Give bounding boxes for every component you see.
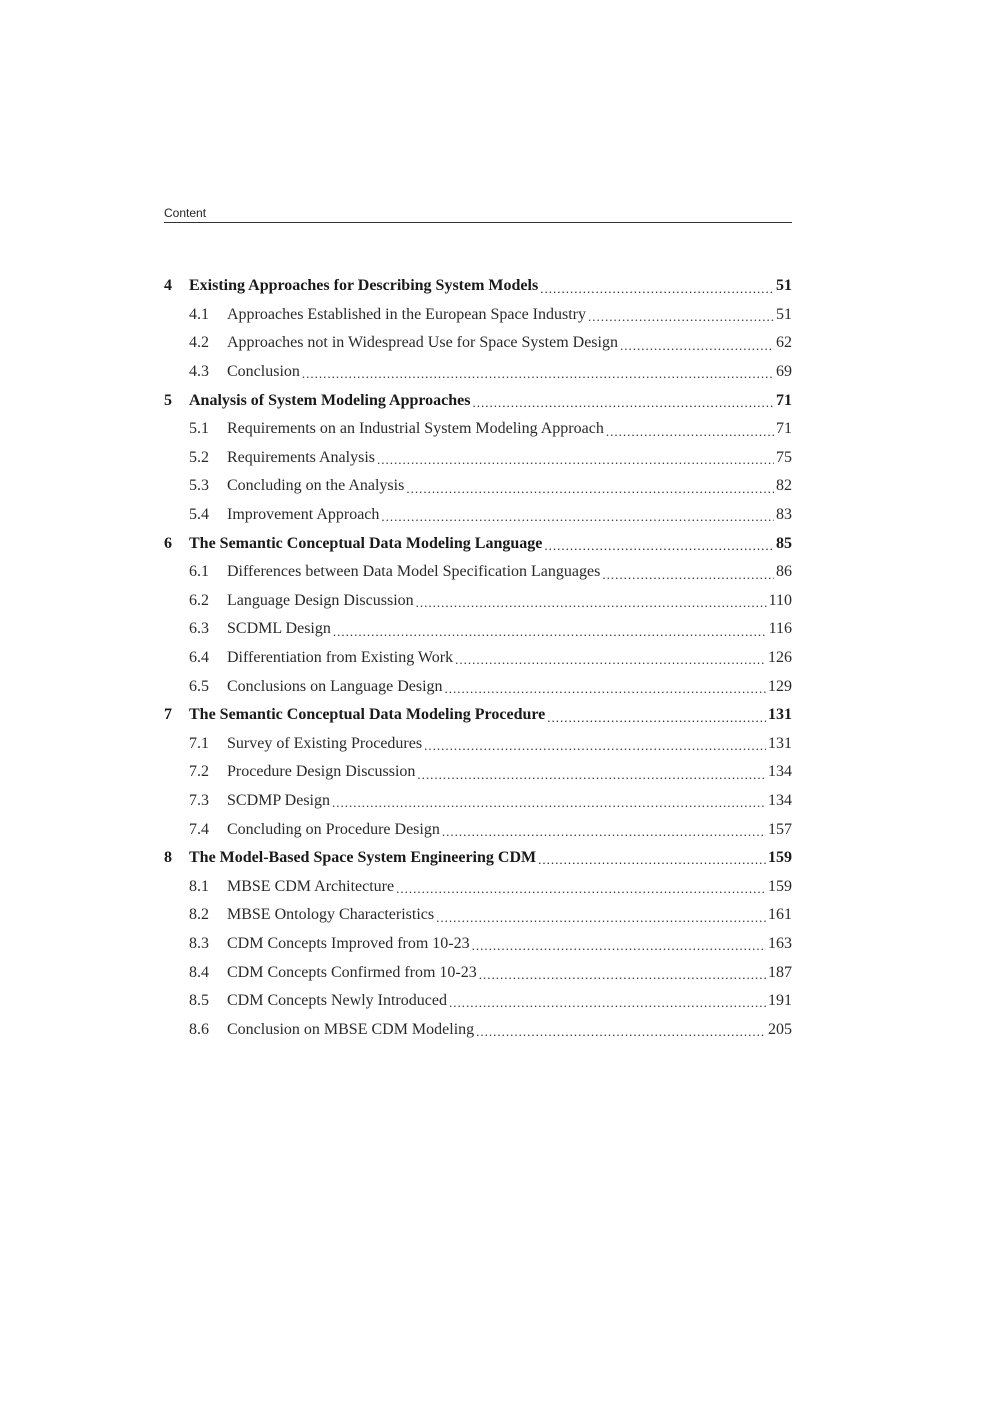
toc-entry-number: 5.3 bbox=[189, 477, 209, 495]
dot-leader bbox=[606, 425, 774, 444]
toc-chapter-entry[interactable] bbox=[164, 529, 792, 558]
dot-leader bbox=[449, 996, 766, 1015]
toc-section-entry[interactable] bbox=[164, 329, 792, 358]
dot-leader bbox=[377, 453, 774, 472]
toc-entry-number: 8.3 bbox=[189, 934, 209, 952]
toc-entry-title: Conclusion on MBSE CDM Modeling bbox=[227, 1020, 475, 1038]
toc-entry-number: 4.2 bbox=[189, 334, 209, 352]
toc-entry-number: 8.4 bbox=[189, 963, 209, 981]
toc-entry-title: Approaches Established in the European Space Industry bbox=[227, 305, 587, 323]
toc-entry-page: 187 bbox=[768, 963, 792, 981]
dot-leader bbox=[472, 939, 766, 958]
toc-entry-number: 6.5 bbox=[189, 677, 209, 695]
toc-entry-number: 4.3 bbox=[189, 363, 209, 381]
dot-leader bbox=[406, 482, 774, 501]
toc-entry-page: 129 bbox=[768, 677, 792, 695]
toc-entry-number: 5 bbox=[164, 391, 172, 409]
toc-section-entry[interactable] bbox=[164, 815, 792, 844]
toc-entry-title: Approaches not in Widespread Use for Space System Design bbox=[227, 334, 618, 352]
toc-entry-page: 157 bbox=[768, 820, 792, 838]
dot-leader bbox=[442, 825, 766, 844]
toc-entry-page: 134 bbox=[768, 763, 792, 781]
toc-entry-page: 131 bbox=[768, 706, 792, 724]
toc-section-entry[interactable] bbox=[164, 730, 792, 759]
toc-section-entry[interactable] bbox=[164, 958, 792, 987]
toc-entry-number: 6 bbox=[164, 534, 172, 552]
toc-section-entry[interactable] bbox=[164, 587, 792, 616]
toc-entry-title: Procedure Design Discussion bbox=[227, 763, 416, 781]
toc-section-entry[interactable] bbox=[164, 444, 792, 473]
toc-entry-number: 5.2 bbox=[189, 448, 209, 466]
toc-entry-title: Concluding on Procedure Design bbox=[227, 820, 440, 838]
toc-entry-title: Conclusion bbox=[227, 363, 300, 381]
toc-entry-page: 159 bbox=[768, 877, 792, 895]
toc-entry-page: 205 bbox=[768, 1020, 792, 1038]
toc-entry-page: 71 bbox=[776, 420, 792, 438]
toc-entry-number: 6.2 bbox=[189, 591, 209, 609]
toc-entry-title: Differentiation from Existing Work bbox=[227, 649, 454, 667]
toc-entry-page: 82 bbox=[776, 477, 792, 495]
dot-leader bbox=[620, 339, 774, 358]
toc-entry-title: Differences between Data Model Specification Languages bbox=[227, 563, 601, 581]
dot-leader bbox=[473, 396, 774, 415]
toc-entry-number: 6.1 bbox=[189, 563, 209, 581]
toc-entry-number: 6.3 bbox=[189, 620, 209, 638]
dot-leader bbox=[538, 853, 766, 872]
toc-section-entry[interactable] bbox=[164, 930, 792, 959]
toc-section-entry[interactable] bbox=[164, 987, 792, 1016]
toc-entry-number: 4.1 bbox=[189, 305, 209, 323]
toc-entry-title: Analysis of System Modeling Approaches bbox=[189, 391, 471, 409]
toc-entry-title: SCDML Design bbox=[227, 620, 331, 638]
toc-section-entry[interactable] bbox=[164, 787, 792, 816]
toc-entry-title: The Semantic Conceptual Data Modeling Language bbox=[189, 534, 543, 552]
toc-section-entry[interactable] bbox=[164, 758, 792, 787]
table-of-contents bbox=[164, 272, 792, 1044]
toc-entry-page: 161 bbox=[768, 906, 792, 924]
toc-chapter-entry[interactable] bbox=[164, 272, 792, 301]
toc-entry-number: 8.1 bbox=[189, 877, 209, 895]
dot-leader bbox=[424, 739, 766, 758]
toc-entry-page: 159 bbox=[768, 849, 792, 867]
toc-entry-page: 86 bbox=[776, 563, 792, 581]
dot-leader bbox=[588, 310, 774, 329]
dot-leader bbox=[479, 968, 766, 987]
toc-section-entry[interactable] bbox=[164, 901, 792, 930]
toc-entry-number: 8.6 bbox=[189, 1020, 209, 1038]
toc-entry-title: The Model-Based Space System Engineering CDM bbox=[189, 849, 537, 867]
dot-leader bbox=[381, 510, 774, 529]
dot-leader bbox=[602, 568, 774, 587]
toc-entry-number: 7.3 bbox=[189, 791, 209, 809]
header-rule bbox=[164, 222, 792, 223]
toc-entry-title: MBSE CDM Architecture bbox=[227, 877, 395, 895]
toc-entry-number: 7.4 bbox=[189, 820, 209, 838]
dot-leader bbox=[417, 768, 766, 787]
dot-leader bbox=[416, 596, 767, 615]
toc-entry-page: 110 bbox=[768, 591, 792, 609]
dot-leader bbox=[436, 911, 766, 930]
toc-entry-page: 191 bbox=[768, 992, 792, 1010]
toc-entry-page: 163 bbox=[768, 934, 792, 952]
dot-leader bbox=[540, 282, 774, 301]
toc-section-entry[interactable] bbox=[164, 1015, 792, 1044]
dot-leader bbox=[476, 1025, 766, 1044]
dot-leader bbox=[455, 653, 766, 672]
toc-entry-title: Language Design Discussion bbox=[227, 591, 414, 609]
toc-entry-title: Requirements Analysis bbox=[227, 448, 375, 466]
dot-leader bbox=[445, 682, 766, 701]
toc-entry-number: 8 bbox=[164, 849, 172, 867]
toc-entry-page: 51 bbox=[776, 305, 792, 323]
toc-entry-number: 5.4 bbox=[189, 506, 209, 524]
toc-section-entry[interactable] bbox=[164, 558, 792, 587]
toc-entry-title: CDM Concepts Improved from 10-23 bbox=[227, 934, 470, 952]
toc-entry-title: Requirements on an Industrial System Modeling Approach bbox=[227, 420, 604, 438]
dot-leader bbox=[547, 711, 766, 730]
toc-entry-title: Improvement Approach bbox=[227, 506, 380, 524]
toc-entry-number: 4 bbox=[164, 277, 172, 295]
toc-entry-title: The Semantic Conceptual Data Modeling Procedure bbox=[189, 706, 546, 724]
toc-section-entry[interactable] bbox=[164, 472, 792, 501]
dot-leader bbox=[302, 367, 774, 386]
toc-entry-page: 75 bbox=[776, 448, 792, 466]
toc-entry-title: MBSE Ontology Characteristics bbox=[227, 906, 435, 924]
toc-entry-page: 62 bbox=[776, 334, 792, 352]
toc-entry-number: 5.1 bbox=[189, 420, 209, 438]
toc-entry-title: Concluding on the Analysis bbox=[227, 477, 405, 495]
toc-chapter-entry[interactable] bbox=[164, 844, 792, 873]
dot-leader bbox=[332, 796, 766, 815]
running-header: Content bbox=[164, 206, 207, 220]
toc-section-entry[interactable] bbox=[164, 615, 792, 644]
toc-entry-number: 6.4 bbox=[189, 649, 209, 667]
toc-section-entry[interactable] bbox=[164, 644, 792, 673]
toc-entry-number: 7 bbox=[164, 706, 172, 724]
dot-leader bbox=[544, 539, 774, 558]
toc-entry-title: Conclusions on Language Design bbox=[227, 677, 443, 695]
dot-leader bbox=[333, 625, 767, 644]
toc-entry-title: CDM Concepts Confirmed from 10-23 bbox=[227, 963, 477, 981]
toc-chapter-entry[interactable] bbox=[164, 701, 792, 730]
toc-entry-title: CDM Concepts Newly Introduced bbox=[227, 992, 447, 1010]
dot-leader bbox=[396, 882, 766, 901]
toc-entry-title: Survey of Existing Procedures bbox=[227, 734, 423, 752]
toc-entry-title: Existing Approaches for Describing System Models bbox=[189, 277, 539, 295]
toc-entry-page: 71 bbox=[776, 391, 792, 409]
toc-entry-page: 51 bbox=[776, 277, 792, 295]
toc-chapter-entry[interactable] bbox=[164, 386, 792, 415]
toc-entry-title: SCDMP Design bbox=[227, 791, 330, 809]
toc-entry-page: 85 bbox=[776, 534, 792, 552]
toc-section-entry[interactable] bbox=[164, 672, 792, 701]
toc-entry-number: 8.5 bbox=[189, 992, 209, 1010]
toc-entry-page: 83 bbox=[776, 506, 792, 524]
toc-entry-page: 126 bbox=[768, 649, 792, 667]
toc-section-entry[interactable] bbox=[164, 872, 792, 901]
toc-entry-page: 131 bbox=[768, 734, 792, 752]
toc-entry-number: 8.2 bbox=[189, 906, 209, 924]
toc-entry-number: 7.1 bbox=[189, 734, 209, 752]
toc-entry-page: 134 bbox=[768, 791, 792, 809]
toc-entry-page: 69 bbox=[776, 363, 792, 381]
toc-section-entry[interactable] bbox=[164, 415, 792, 444]
toc-section-entry[interactable] bbox=[164, 358, 792, 387]
toc-section-entry[interactable] bbox=[164, 301, 792, 330]
toc-entry-number: 7.2 bbox=[189, 763, 209, 781]
toc-entry-page: 116 bbox=[768, 620, 792, 638]
toc-section-entry[interactable] bbox=[164, 501, 792, 530]
